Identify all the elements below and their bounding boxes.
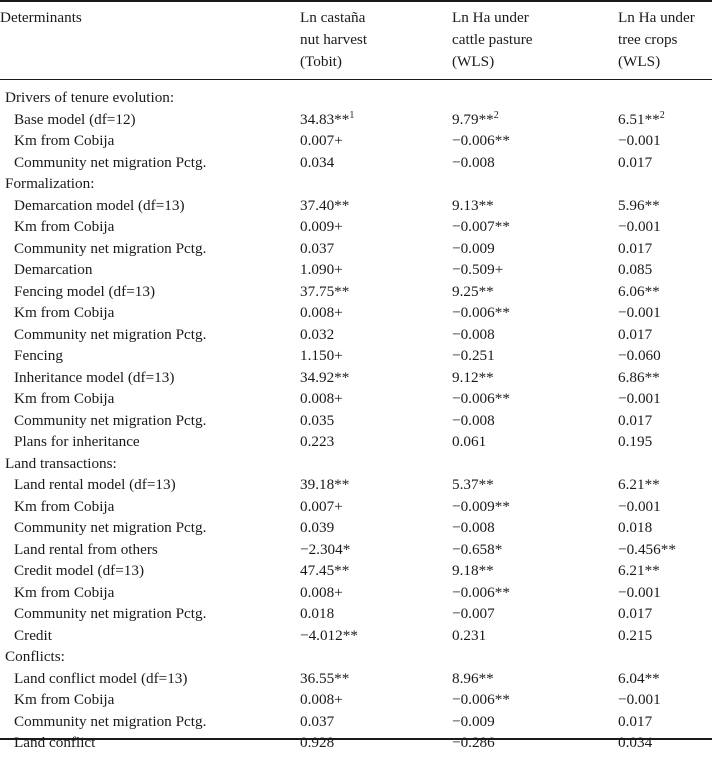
cell-value: −0.009 [452,712,495,730]
table-row [0,281,712,303]
table-row [0,152,712,174]
row-label: Land rental model (df=13) [14,476,176,493]
cell-value: 0.034 [618,734,653,751]
row-label: Community net migration Pctg. [14,411,207,429]
cell-value: −0.007** [452,218,510,235]
cell-value [618,80,712,109]
cell-value: 0.223 [300,433,335,450]
cell-value: 9.13** [452,196,494,214]
cell-value: 0.018 [618,519,653,536]
column-header-line: cattle pasture [452,31,533,48]
cell-value: −0.008 [452,153,495,171]
cell-value: 9.79**$^2$ [452,109,499,128]
cell-value: 0.215 [618,626,653,644]
table-row [0,431,712,453]
row-label: Fencing model (df=13) [14,282,156,300]
cell-value: 47.45** [300,562,350,579]
table-section-row [0,80,712,109]
cell-value: 0.085 [618,261,653,278]
cell-value: 0.037 [300,712,335,730]
cell-value: 6.86** [618,368,660,386]
column-header-castana [300,1,452,80]
row-label: Community net migration Pctg. [14,239,207,257]
row-label: Land conflict [14,734,96,751]
cell-value: 6.21** [618,562,660,579]
row-label: Community net migration Pctg. [14,325,207,343]
cell-value: 5.96** [618,196,660,214]
cell-value: −0.060 [618,347,661,364]
column-header-line: nut harvest [300,31,368,48]
cell-value: 0.008+ [300,304,343,321]
cell-value [300,453,452,475]
cell-value: −0.008 [452,411,495,429]
table-row [0,130,712,152]
cell-value [618,173,712,195]
cell-value: 6.04** [618,669,660,687]
cell-value: 9.25** [452,282,494,300]
row-label: Base model (df=12) [14,110,136,128]
cell-value: 37.40** [300,196,350,214]
column-header-line: (Tobit) [300,53,342,70]
section-label: Formalization: [5,175,95,192]
column-header-line: (WLS) [452,53,495,70]
section-label: Conflicts: [5,648,65,665]
cell-value: −0.009 [452,239,495,257]
table-row [0,388,712,410]
table-row [0,496,712,518]
cell-value: −2.304* [300,540,351,558]
row-label: Km from Cobija [14,132,115,149]
cell-value: 1.150+ [300,347,343,364]
table-row [0,732,712,757]
table-section-row [0,646,712,668]
table-section-row [0,173,712,195]
row-label: Plans for inheritance [14,433,140,450]
table-row [0,625,712,647]
row-label: Km from Cobija [14,691,115,708]
cell-value: 0.007+ [300,132,343,149]
section-label: Drivers of tenure evolution: [5,89,175,106]
cell-value: 36.55** [300,669,350,687]
cell-value: 0.017 [618,239,653,257]
cell-value: 0.007+ [300,497,343,515]
cell-value: −0.008 [452,519,495,536]
column-header-cattle-pasture [452,1,618,80]
table-row [0,582,712,604]
cell-value: −0.286 [452,734,495,751]
table-row [0,259,712,281]
cell-value: −0.009** [452,497,510,515]
cell-value: 0.037 [300,239,335,257]
cell-value: 0.061 [452,433,487,450]
column-header-line: tree crops [618,31,678,48]
row-label: Land rental from others [14,540,158,558]
table-row [0,539,712,561]
row-label: Km from Cobija [14,497,115,515]
cell-value: 6.21** [618,476,660,493]
column-header-line: Ln Ha under [452,9,529,26]
cell-value: −0.001 [618,497,661,515]
column-header-tree-crops [618,1,712,80]
table-row [0,216,712,238]
row-label: Land conflict model (df=13) [14,669,188,687]
cell-value [452,453,618,475]
table-row [0,560,712,582]
table-bottom-rule [0,738,712,740]
cell-value [452,646,618,668]
cell-value: −0.006** [452,390,510,407]
column-header-line: Determinants [0,9,82,26]
column-header-castana-text [300,7,452,73]
cell-value: 0.017 [618,605,653,622]
table-row [0,302,712,324]
table-section-row [0,453,712,475]
cell-value: 0.034 [300,153,335,171]
cell-value: 0.231 [452,626,487,644]
column-header-line: Ln castaña [300,9,366,26]
cell-value: −0.456** [618,540,676,558]
cell-value: −0.007 [452,605,495,622]
cell-value: 0.032 [300,325,335,343]
cell-value: 37.75** [300,282,350,300]
row-label: Km from Cobija [14,390,115,407]
footnote-marker: 1 [349,109,355,121]
column-header-determinants-text [0,7,300,29]
cell-value: −0.008 [452,325,495,343]
row-label: Community net migration Pctg. [14,519,207,536]
column-header-tree-crops-text [618,7,712,73]
row-label: Inheritance model (df=13) [14,368,175,386]
row-label: Community net migration Pctg. [14,605,207,622]
row-label: Demarcation [14,261,93,278]
cell-value: −0.006** [452,132,510,149]
row-label: Km from Cobija [14,304,115,321]
column-header-line: Ln Ha under [618,9,695,26]
cell-value: −0.251 [452,347,495,364]
cell-value: −0.509+ [452,261,504,278]
row-label: Credit [14,626,52,644]
cell-value: −0.001 [618,691,661,708]
table-row [0,345,712,367]
table-row [0,517,712,539]
cell-value [618,646,712,668]
cell-value: 0.018 [300,605,335,622]
cell-value: 0.035 [300,411,335,429]
cell-value: −0.006** [452,691,510,708]
cell-value: 0.928 [300,734,335,751]
cell-value: 9.12** [452,368,494,386]
cell-value: 9.18** [452,562,494,579]
cell-value: 0.017 [618,325,653,343]
cell-value [618,453,712,475]
cell-value: 8.96** [452,669,494,687]
footnote-marker: 2 [659,109,665,121]
footnote-marker: 2 [493,109,499,121]
cell-value: 34.92** [300,368,350,386]
table-header [0,1,712,80]
table-row [0,711,712,733]
cell-value: 6.06** [618,282,660,300]
cell-value [452,80,618,109]
cell-value: 0.195 [618,433,653,450]
table-row [0,410,712,432]
row-label: Demarcation model (df=13) [14,196,185,214]
cell-value: −0.001 [618,583,661,601]
cell-value: −0.001 [618,390,661,407]
column-header-line: (WLS) [618,53,661,70]
cell-value: 0.008+ [300,583,343,601]
row-label: Credit model (df=13) [14,562,145,579]
cell-value [300,173,452,195]
cell-value: 5.37** [452,476,494,493]
table-row [0,668,712,690]
table-row [0,238,712,260]
table-row [0,689,712,711]
cell-value: −4.012** [300,626,358,644]
table-row [0,109,712,131]
cell-value: −0.001 [618,132,661,149]
cell-value: −0.001 [618,218,661,235]
table-row [0,195,712,217]
row-label: Km from Cobija [14,583,115,601]
cell-value: 0.017 [618,411,653,429]
table-row [0,324,712,346]
table-header-row [0,1,712,80]
cell-value: 39.18** [300,476,350,493]
cell-value: −0.006** [452,304,510,321]
row-label: Fencing [14,347,63,364]
table-row [0,367,712,389]
section-label: Land transactions: [5,454,117,472]
cell-value: 0.009+ [300,218,343,235]
cell-value: −0.006** [452,583,510,601]
cell-value: 34.83**$^1$ [300,109,355,128]
cell-value: 0.039 [300,519,335,536]
table-row [0,474,712,496]
cell-value [300,80,452,109]
cell-value: 0.017 [618,153,653,171]
cell-value [452,173,618,195]
cell-value: 6.51**$^2$ [618,109,665,128]
table-row [0,603,712,625]
cell-value: −0.001 [618,304,661,321]
cell-value: 0.017 [618,712,653,730]
table-body [0,80,712,757]
cell-value [300,646,452,668]
cell-value: 1.090+ [300,261,343,278]
row-label: Community net migration Pctg. [14,153,207,171]
column-header-determinants [0,1,300,80]
cell-value: −0.658* [452,540,503,558]
cell-value: 0.008+ [300,691,343,708]
column-header-cattle-pasture-text [452,7,618,73]
cell-value: 0.008+ [300,390,343,407]
row-label: Km from Cobija [14,218,115,235]
row-label: Community net migration Pctg. [14,712,207,730]
